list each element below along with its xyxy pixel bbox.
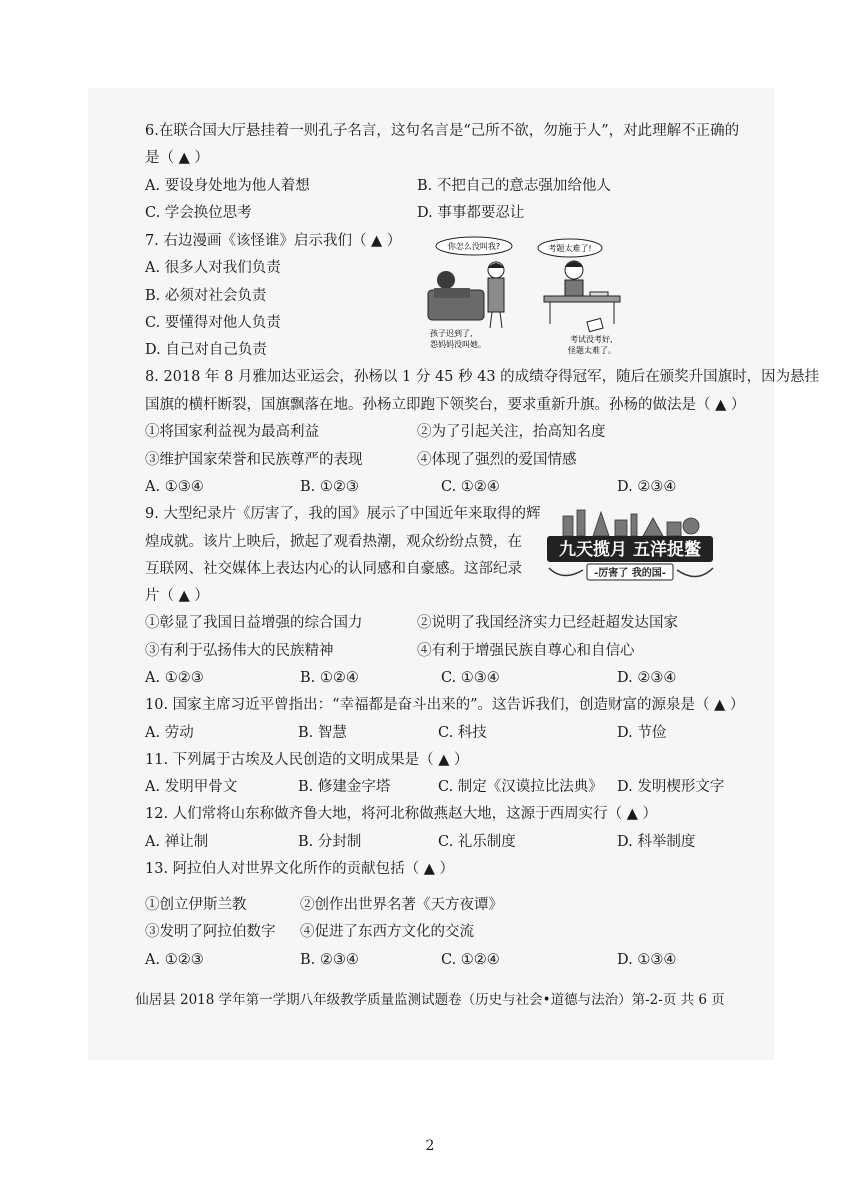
page-number: 2	[425, 1138, 435, 1154]
q8-statement-2: ②为了引起关注，抬高知名度	[417, 424, 606, 440]
q6-option-c: C. 学会换位思考	[145, 205, 252, 221]
q8-option-d: D. ②③④	[617, 479, 677, 495]
q9-statement-3: ③有利于弘扬伟大的民族精神	[145, 643, 334, 659]
q10-option-c: C. 科技	[438, 725, 487, 741]
q13-statement-2: ②创作出世界名著《天方夜谭》	[300, 897, 503, 913]
q11-option-a: A. 发明甲骨文	[145, 779, 238, 795]
q9-stem-line2: 煌成就。该片上映后，掀起了观看热潮，观众纷纷点赞，在	[145, 534, 522, 550]
q7-option-a: A. 很多人对我们负责	[145, 260, 281, 276]
emblem-subtitle: -厉害了 我的国-	[594, 568, 666, 579]
emblem-title: 九天揽月 五洋捉鳖	[559, 540, 701, 560]
q9-stem-line1: 9. 大型纪录片《厉害了，我的国》展示了中国近年来取得的辉	[145, 506, 541, 522]
q6-stem-line1: 6.在联合国大厅悬挂着一则孔子名言，这句名言是“己所不欲，勿施于人”，对此理解不正确的	[145, 123, 740, 139]
q12-option-c: C. 礼乐制度	[438, 834, 516, 850]
q7-option-d: D. 自己对自己负责	[145, 342, 267, 358]
q13-option-c: C. ①②④	[441, 952, 500, 968]
cartoon-bubble-right: 考题太难了!	[548, 244, 592, 253]
q9-option-a: A. ①②③	[145, 670, 204, 686]
q8-option-c: C. ①②④	[441, 479, 500, 495]
q9-statement-2: ②说明了我国经济实力已经赶超发达国家	[417, 615, 678, 631]
q7-option-c: C. 要懂得对他人负责	[145, 315, 281, 331]
q13-option-a: A. ①②③	[145, 952, 204, 968]
q8-statement-3: ③维护国家荣誉和民族尊严的表现	[145, 452, 363, 468]
q9-statement-1: ①彰显了我国日益增强的综合国力	[145, 615, 363, 631]
q8-option-b: B. ①②③	[300, 479, 359, 495]
q10-option-b: B. 智慧	[298, 725, 347, 741]
q12-stem: 12. 人们常将山东称做齐鲁大地，将河北称做燕赵大地，这源于西周实行（ ▲ ）	[145, 806, 658, 822]
cartoon-bubble-left: 你怎么没叫我?	[447, 242, 501, 251]
q10-option-d: D. 节俭	[617, 725, 667, 741]
q6-option-b: B. 不把自己的意志强加给他人	[417, 178, 611, 194]
cartoon-caption-right-1: 考试没考好,	[570, 335, 613, 344]
q6-option-a: A. 要设身处地为他人着想	[145, 178, 310, 194]
q8-statement-1: ①将国家利益视为最高利益	[145, 424, 319, 440]
cartoon-illustration	[424, 236, 630, 354]
q11-option-d: D. 发明楔形文字	[617, 779, 725, 795]
q8-statement-4: ④体现了强烈的爱国情感	[417, 452, 577, 468]
page-footer: 仙居县 2018 学年第一学期八年级教学质量监测试题卷（历史与社会•道德与法治）第-2-页 共 6 页	[135, 992, 725, 1008]
q12-option-b: B. 分封制	[298, 834, 362, 850]
q10-stem: 10. 国家主席习近平曾指出：“幸福都是奋斗出来的”。这告诉我们，创造财富的源泉是（ ▲ ）	[145, 697, 745, 713]
q13-stem: 13. 阿拉伯人对世界文化所作的贡献包括（ ▲ ）	[145, 861, 455, 877]
q6-stem-line2: 是（ ▲ ）	[145, 150, 209, 166]
q13-option-d: D. ①③④	[617, 952, 677, 968]
q7-option-b: B. 必须对社会负责	[145, 288, 267, 304]
q13-statement-3: ③发明了阿拉伯数字	[145, 924, 276, 940]
q9-option-d: D. ②③④	[617, 670, 677, 686]
q9-option-c: C. ①③④	[441, 670, 500, 686]
q11-stem: 11. 下列属于古埃及人民创造的文明成果是（ ▲ ）	[145, 752, 469, 768]
q8-option-a: A. ①③④	[145, 479, 204, 495]
cartoon-caption-left-1: 孩子迟到了,	[430, 329, 473, 338]
q10-option-a: A. 劳动	[145, 725, 194, 741]
cartoon-caption-right-2: 怪题太难了。	[568, 346, 616, 354]
q11-option-c: C. 制定《汉谟拉比法典》	[438, 779, 603, 795]
q8-stem-line1: 8. 2018 年 8 月雅加达亚运会，孙杨以 1 分 45 秒 43 的成绩夺得冠军，随后在颁奖升国旗时，因为悬挂	[145, 369, 820, 385]
q9-stem-line4: 片（ ▲ ）	[145, 588, 209, 604]
q7-stem: 7. 右边漫画《该怪谁》启示我们（ ▲ ）	[145, 233, 402, 249]
q12-option-a: A. 禅让制	[145, 834, 209, 850]
q11-option-b: B. 修建金字塔	[298, 779, 391, 795]
q13-statement-1: ①创立伊斯兰教	[145, 897, 247, 913]
q12-option-d: D. 科举制度	[617, 834, 696, 850]
q13-statement-4: ④促进了东西方文化的交流	[300, 924, 474, 940]
q9-statement-4: ④有利于增强民族自尊心和自信心	[417, 643, 635, 659]
q9-option-b: B. ①②④	[300, 670, 359, 686]
q9-stem-line3: 互联网、社交媒体上表达内心的认同感和自豪感。这部纪录	[145, 561, 522, 577]
q6-option-d: D. 事事都要忍让	[417, 205, 525, 221]
cartoon-caption-left-2: 怨妈妈没叫她。	[430, 340, 486, 349]
q8-stem-line2: 国旗的横杆断裂，国旗飘落在地。孙杨立即跑下领奖台，要求重新升旗。孙杨的做法是（ ▲ ）	[145, 397, 746, 413]
documentary-emblem	[543, 508, 717, 588]
q13-option-b: B. ②③④	[300, 952, 359, 968]
